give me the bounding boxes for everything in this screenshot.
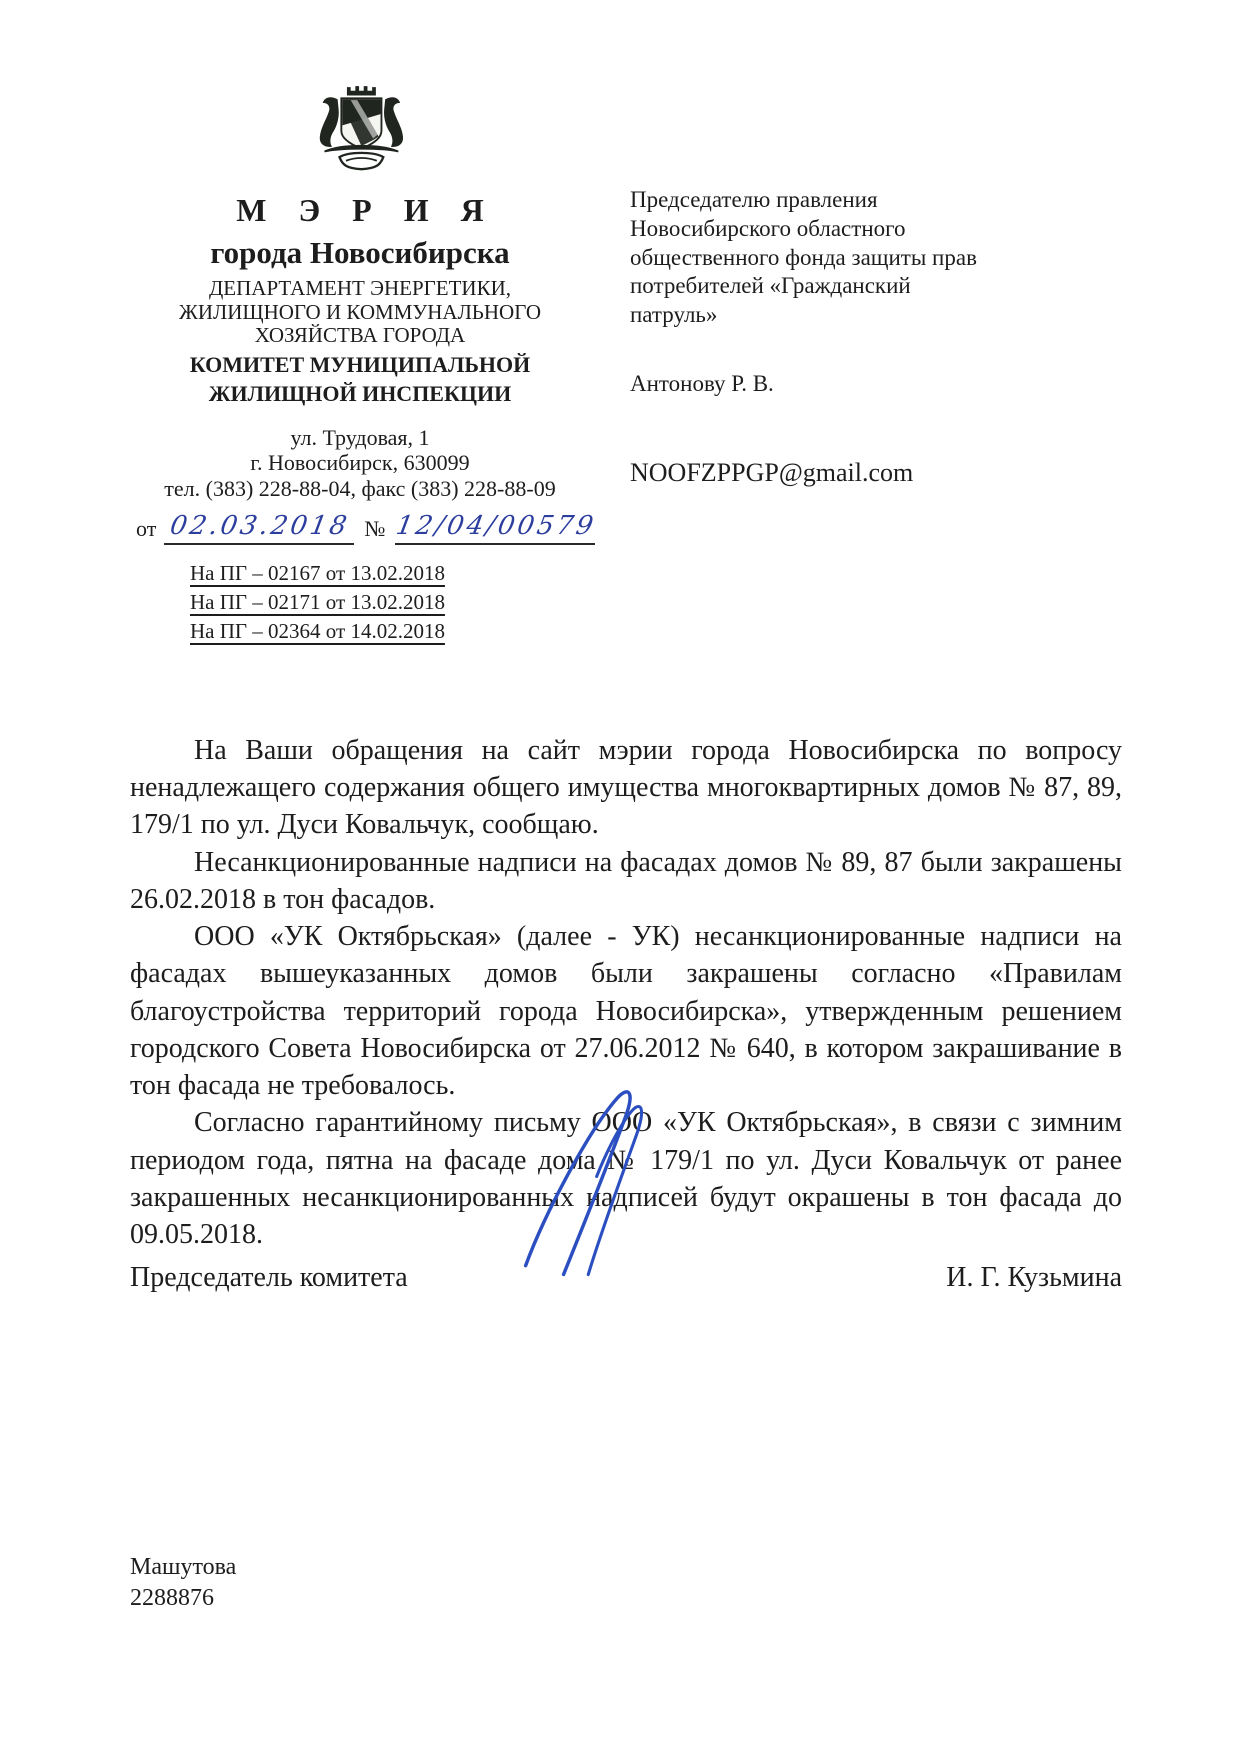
handwritten-number: 12/04/00579 [393,510,599,541]
recipient-line: патруль» [630,302,718,327]
recipient-line: Новосибирского областного [630,215,906,241]
body-paragraph: На Ваши обращения на сайт мэрии города Новосибирска по вопросу ненадлежащего содержания общего имущества многоквартирных домов № 87, 89, 179/1 по ул. Дуси Ковальчук, сообщаю. [130,735,1122,841]
recipient-name: Антонову Р. В. [630,370,774,396]
handwritten-signature [485,1076,688,1289]
body-paragraph: Согласно гарантийному письму ООО «УК Октябрьская», в связи с зимним периодом года, пятна на фасаде дома № 179/1 по ул. Дуси Ковальчук от ранее закрашенных несанкционированных надписей будут окрашены в тон фасада до 09.05.2018. [130,1107,1122,1251]
recipient-line: Председателю правления [630,187,878,212]
body-paragraph: Несанкционированные надписи на фасадах домов № 89, 87 были закрашены 26.02.2018 в тон фасадов. [130,846,1122,915]
executor-name: Машутова [130,1554,237,1580]
department-line-1: ДЕПАРТАМЕНТ ЭНЕРГЕТИКИ, [208,276,512,300]
committee-line-2: ЖИЛИЩНОЙ ИНСПЕКЦИИ [208,380,512,406]
department-line-2: ЖИЛИЩНОГО И КОММУНАЛЬНОГО [179,299,541,324]
recipient-line: общественного фонда защиты прав [630,244,977,270]
address-phone-fax: тел. (383) 228-88-04, факс (383) 228-88-09 [164,476,556,502]
incoming-references [118,559,602,646]
number-blank-field [393,510,599,545]
committee-line-1: КОМИТЕТ МУНИЦИПАЛЬНОЙ [189,351,531,377]
executor-phone: 2288876 [130,1585,214,1612]
recipient-email: NOOFZPPGP@gmail.com [630,457,914,487]
reference-line: На ПГ – 02171 от 13.02.2018 [190,589,445,614]
handwritten-date: 02.03.2018 [167,510,352,541]
outgoing-number-row [118,510,602,545]
date-label: от [136,515,157,541]
reference-line: На ПГ – 02364 от 14.02.2018 [190,618,445,643]
signer-name: И. Г. Кузьмина [946,1262,1122,1293]
reference-line: На ПГ – 02167 от 13.02.2018 [190,560,445,585]
address-street: ул. Трудовая, 1 [290,424,430,450]
date-blank-field [164,510,354,545]
novosibirsk-coat-of-arms-icon [304,82,416,178]
signer-position-title: Председатель комитета [130,1262,408,1293]
address-block [118,426,602,501]
letterhead [118,82,602,646]
recipient-line: потребителей «Гражданский [630,273,911,299]
body-paragraph: ООО «УК Октябрьская» (далее - УК) несанкционированные надписи на фасадах вышеуказанных домов были закрашены согласно «Правилам благоустройства территорий города Новосибирска», утвержденным решением городского Совета Новосибирска от 27.06.2012 № 640, в котором закрашивание в тон фасада не требовалось. [130,921,1122,1102]
address-city: г. Новосибирск, 630099 [250,450,470,476]
org-subtitle: города Новосибирска [210,235,510,270]
department-line-3: ХОЗЯЙСТВА ГОРОДА [254,323,466,348]
recipient-block [630,186,1080,489]
org-title: М Э Р И Я [236,192,496,228]
executor-block [130,1552,236,1614]
number-label: № [364,515,386,541]
